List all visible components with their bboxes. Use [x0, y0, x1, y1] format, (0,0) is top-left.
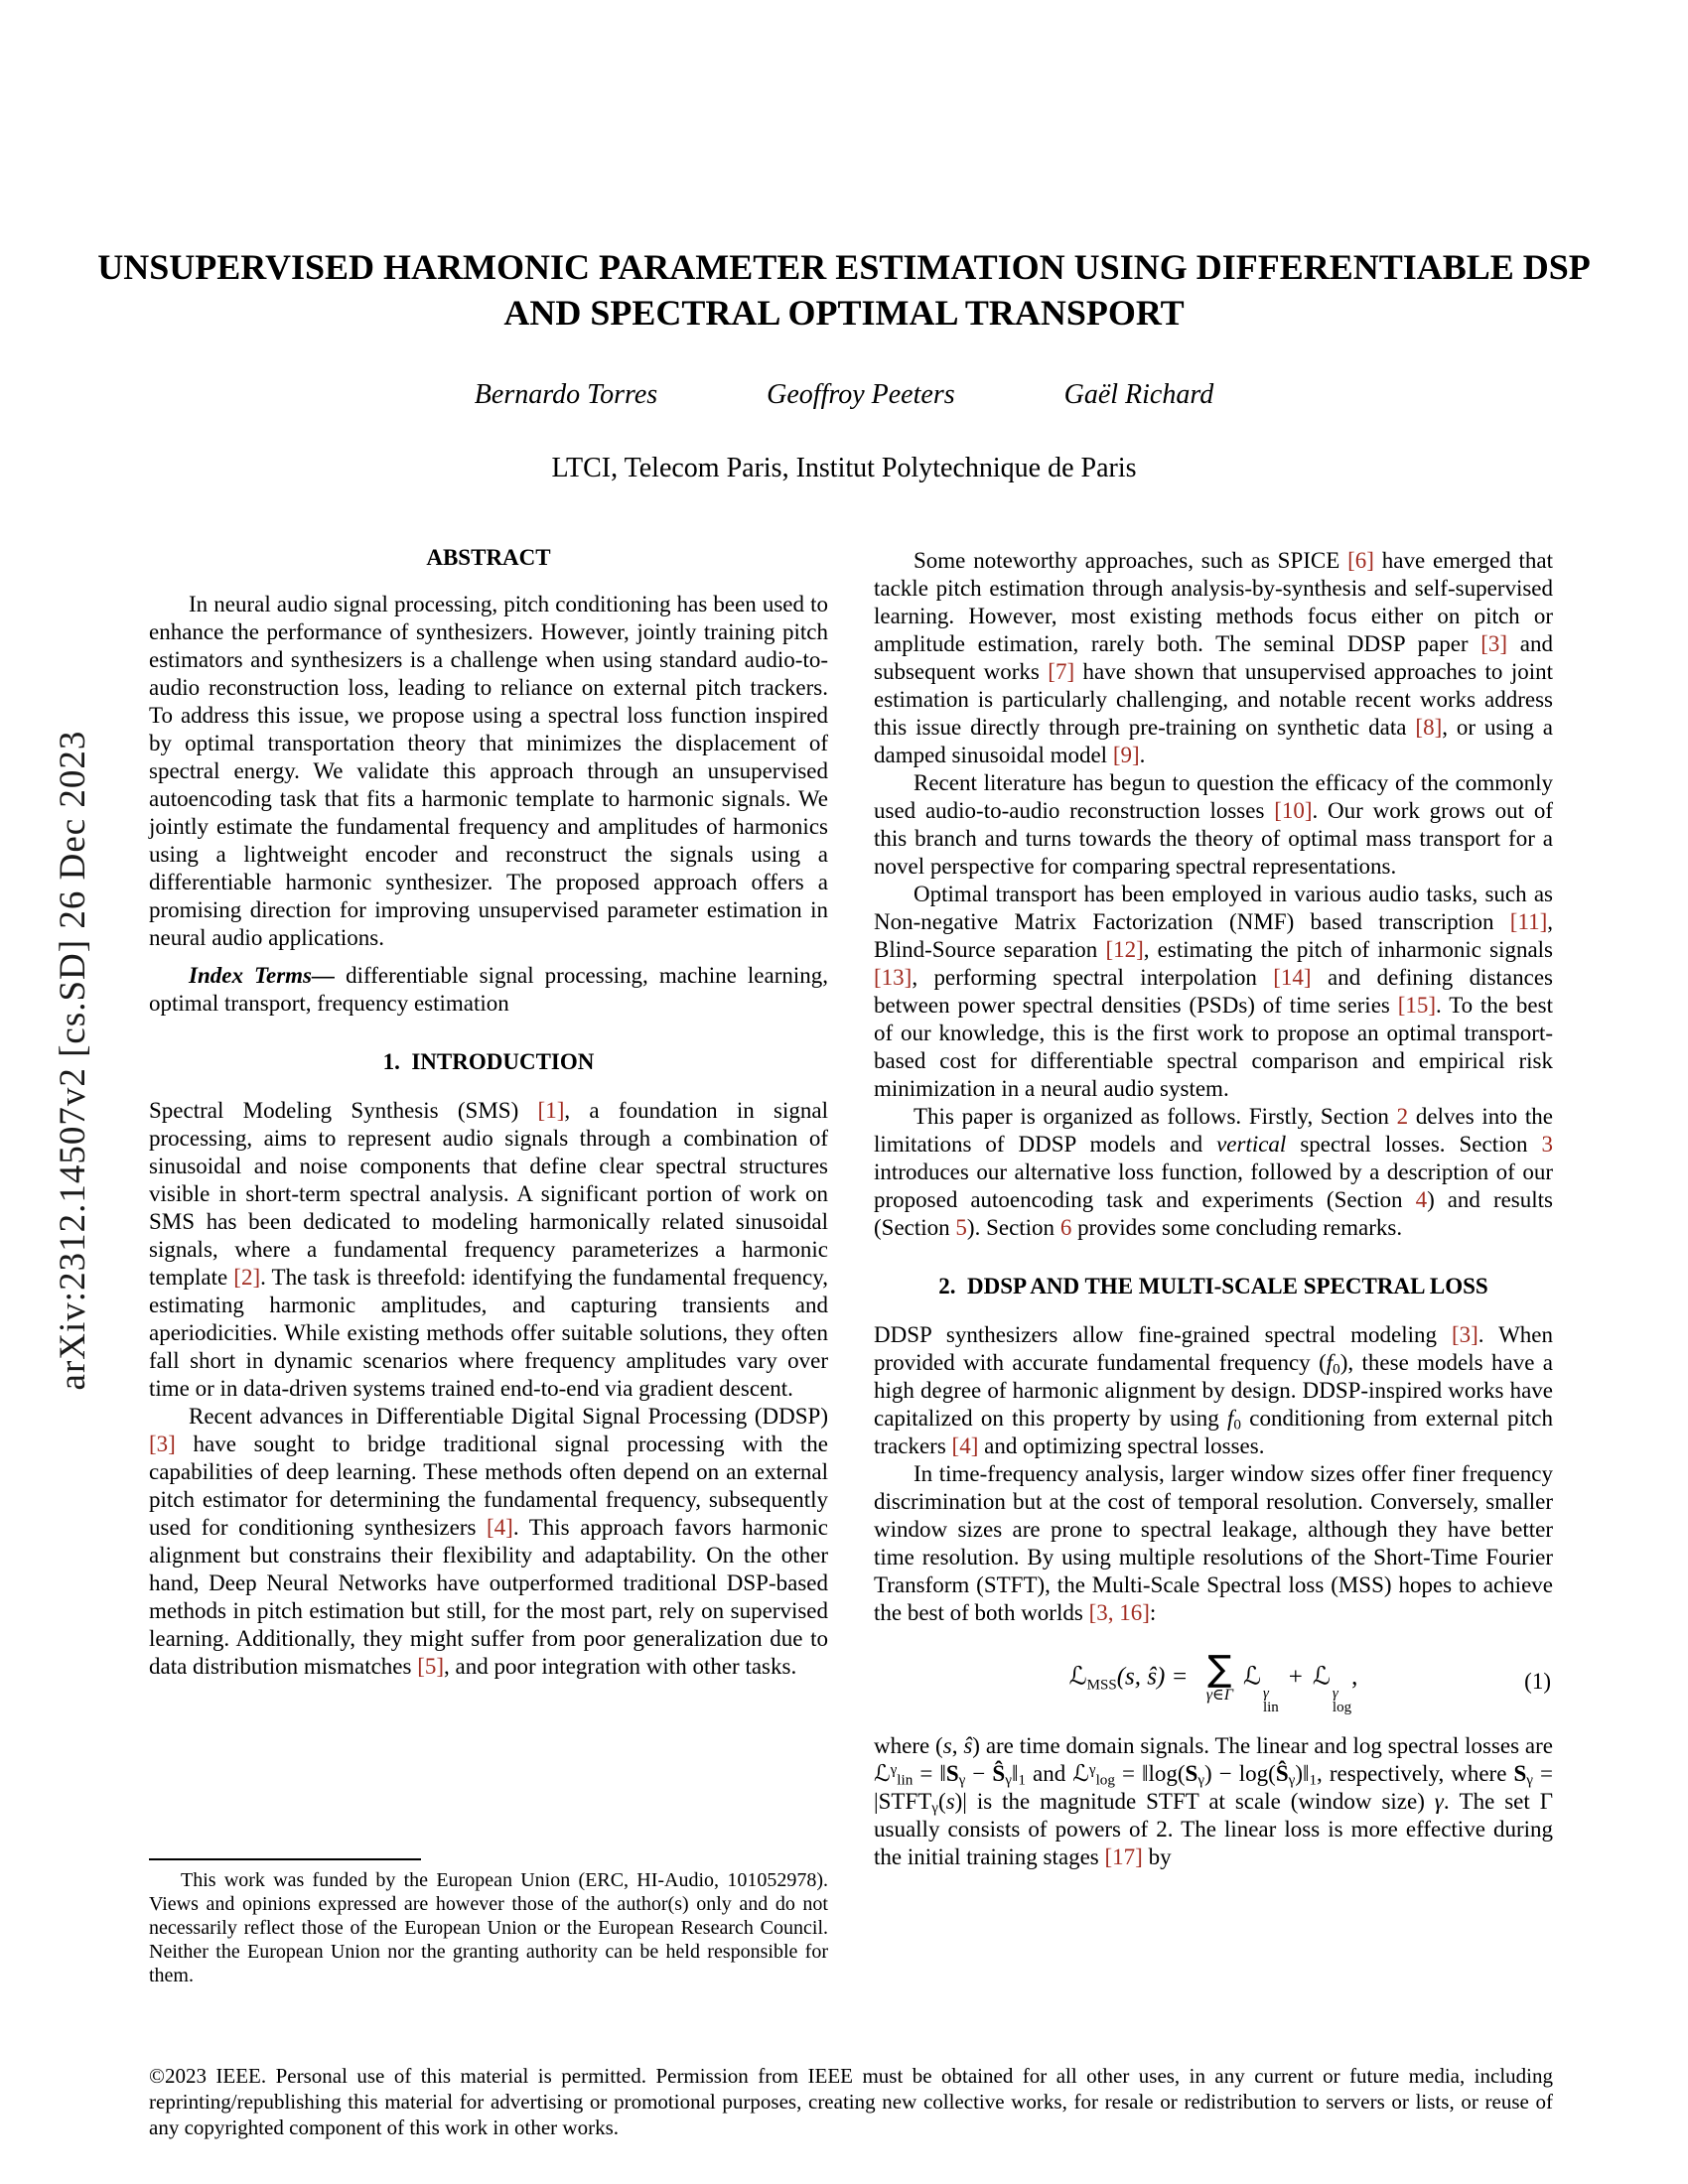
- paper-header: [0, 0, 1688, 484]
- arxiv-stamp: arXiv:2312.14507v2 [cs.SD] 26 Dec 2023: [53, 730, 93, 1391]
- loss-symbol: ℒ: [1068, 1661, 1087, 1691]
- intro-paragraph-1: Spectral Modeling Synthesis (SMS) [1], a foundation in signal processing, aims to represent audio signals through a combination of sinusoidal and noise components that define clear spectral structures visible in short-term spectral analysis. A significant portion of work on SMS has been dedicated to modeling harmonically related sinusoidal signals, where a fundamental frequency parameterizes a harmonic template [2]. The task is threefold: identifying the fundamental frequency, estimating harmonic amplitudes, and capturing transients and aperiodicities. While existing methods offer suitable solutions, they often fall short in dynamic scenarios where frequency amplitudes vary over time or in data-driven systems trained end-to-end via gradient descent.: [149, 1098, 829, 1401]
- summation-symbol: ∑ γ∈Γ: [1205, 1648, 1233, 1704]
- citation-link[interactable]: [6]: [1347, 548, 1374, 573]
- copyright-notice: ©2023 IEEE. Personal use of this material is permitted. Permission from IEEE must be obtained for all other uses, in any current or future media, including reprinting/republishing this material for advertising or promotional purposes, creating new collective works, for resale or redistribution to servers or lists, or reuse of any copyrighted component of this work in other works.: [149, 2064, 1553, 2139]
- citation-link[interactable]: [10]: [1274, 798, 1313, 823]
- related-work-paragraph-3: Optimal transport has been employed in various audio tasks, such as Non-negative Matrix Factorization (NMF) based transcription [11], Blind-Source separation [12], estimating the pitch of inharmonic signals [13], performing spectral interpolation [14] and defining distances between power spectral densities (PSDs) of time series [15]. To the best of our knowledge, this is the first work to propose an optimal transport-based cost for differentiable spectral comparison and empirical risk minimization in a neural audio system.: [874, 882, 1554, 1101]
- citation-link[interactable]: 4: [1415, 1187, 1428, 1212]
- citation-link[interactable]: [4]: [487, 1515, 513, 1540]
- citation-link[interactable]: [5]: [417, 1654, 445, 1679]
- abstract-text: In neural audio signal processing, pitch conditioning has been used to enhance the performance of synthesizers. However, jointly training pitch estimators and synthesizers is a challenge when using standard audio-to-audio reconstruction loss, leading to reliance on external pitch trackers. To address this issue, we propose using a spectral loss function inspired by optimal transportation theory that minimizes the displacement of spectral energy. We validate this approach through an unsupervised autoencoding task that fits a harmonic template to harmonic signals. We jointly estimate the fundamental frequency and amplitudes of harmonics using a lightweight encoder and reconstruct the signals using a differentiable harmonic synthesizer. The proposed approach offers a promising direction for improving unsupervised parameter estimation in neural audio applications.: [149, 592, 828, 950]
- section-2-heading: 2. DDSP AND THE MULTI-SCALE SPECTRAL LOSS: [938, 1274, 1488, 1298]
- citation-link[interactable]: [15]: [1397, 993, 1437, 1018]
- right-column: [874, 541, 1553, 1871]
- authors-row: [0, 379, 1688, 411]
- citation-link[interactable]: [3]: [149, 1432, 176, 1456]
- index-terms: Index Terms— differentiable signal processing, machine learning, optimal transport, frequency estimation: [149, 963, 829, 1016]
- related-work-paragraph-1: Some noteworthy approaches, such as SPICE [6] have emerged that tackle pitch estimation through analysis-by-synthesis and self-supervised learning. However, most existing methods focus either on pitch or amplitude estimation, rarely both. The seminal DDSP paper [3] and subsequent works [7] have shown that unsupervised approaches to joint estimation is particularly challenging, and notable recent works address this issue directly through pre-training on synthetic data [8], or using a damped sinusoidal model [9].: [874, 548, 1554, 767]
- author-name: Bernardo Torres: [474, 379, 658, 410]
- citation-link[interactable]: 3: [1541, 1132, 1553, 1157]
- citation-link[interactable]: [8]: [1415, 715, 1443, 740]
- citation-link[interactable]: [3, 16]: [1088, 1600, 1150, 1625]
- paper-title-line1: UNSUPERVISED HARMONIC PARAMETER ESTIMATION USING DIFFERENTIABLE DSP: [97, 247, 1591, 287]
- section-1-heading: 1. INTRODUCTION: [382, 1049, 595, 1074]
- citation-link[interactable]: [1]: [537, 1098, 565, 1123]
- author-name: Gaël Richard: [1063, 379, 1214, 410]
- citation-link[interactable]: 6: [1059, 1215, 1072, 1240]
- citation-link[interactable]: [7]: [1048, 659, 1075, 684]
- citation-link[interactable]: [17]: [1104, 1844, 1143, 1869]
- citation-link[interactable]: 2: [1396, 1104, 1409, 1129]
- citation-link[interactable]: [3]: [1451, 1322, 1478, 1347]
- citation-link[interactable]: [12]: [1105, 937, 1144, 962]
- ddsp-paragraph-2: In time-frequency analysis, larger window sizes offer finer frequency discrimination but at the cost of temporal resolution. Conversely, smaller window sizes are prone to spectral leakage, although they have better time resolution. By using multiple resolutions of the Short-Time Fourier Transform (STFT), the Multi-Scale Spectral loss (MSS) hopes to achieve the best of both worlds [3, 16]:: [874, 1461, 1553, 1625]
- citation-link[interactable]: [9]: [1112, 743, 1140, 767]
- author-name: Geoffroy Peeters: [767, 379, 955, 410]
- loss-symbol: ℒ: [1312, 1661, 1331, 1691]
- paper-organization-paragraph: This paper is organized as follows. Firstly, Section 2 delves into the limitations of DDSP models and vertical spectral losses. Section 3 introduces our alternative loss function, followed by a description of our proposed autoencoding task and experiments (Section 4) and results (Section 5). Section 6 provides some concluding remarks.: [874, 1104, 1553, 1240]
- left-column: [149, 541, 828, 1871]
- related-work-paragraph-2: Recent literature has begun to question the efficacy of the commonly used audio-to-audio reconstruction losses [10]. Our work grows out of this branch and turns towards the theory of optimal mass transport for a novel perspective for comparing spectral representations.: [874, 770, 1553, 879]
- citation-link[interactable]: 5: [955, 1215, 967, 1240]
- paper-title-line2: AND SPECTRAL OPTIMAL TRANSPORT: [503, 293, 1185, 333]
- citation-link[interactable]: [13]: [874, 965, 913, 990]
- affiliation: LTCI, Telecom Paris, Institut Polytechnique de Paris: [551, 453, 1137, 483]
- loss-symbol: ℒ: [1242, 1661, 1261, 1691]
- ddsp-paragraph-1: DDSP synthesizers allow fine-grained spectral modeling [3]. When provided with accurate fundamental frequency $(f_0)$, these models have a high degree of harmonic alignment by design. DDSP-inspired works have capitalized on this property by using $f_0$ conditioning from external pitch trackers [4] and optimizing spectral losses.: [874, 1322, 1554, 1458]
- funding-footnote-text: This work was funded by the European Union (ERC, HI-Audio, 101052978). Views and opinions expressed are however those of the author(s) only and do not necessarily reflect those of the European Union or the European Research Council. Neither the European Union nor the granting authority can be held responsible for them.: [149, 1869, 828, 1986]
- citation-link[interactable]: [11]: [1509, 909, 1548, 934]
- two-column-body: [149, 541, 1553, 1871]
- equation-body: ℒ$_{MSS}$(s, ŝ) = ∑ γ∈Γ ℒ γ lin + ℒ γ log ,: [1068, 1648, 1358, 1715]
- citation-link[interactable]: [14]: [1273, 965, 1312, 990]
- abstract-heading: ABSTRACT: [426, 545, 551, 570]
- citation-link[interactable]: [3]: [1480, 631, 1508, 656]
- mss-definition-paragraph: where (s, ŝ) are time domain signals. The linear and log spectral losses are ℒ$^\gamma_{lin}$ = $‖S_\gamma$ − $Ŝ_\gamma‖_1$ and ℒ$^\gamma_{log}$ = $‖\log(S_\gamma)$ − $\log(Ŝ_\gamma)‖_1$, respectively, where $S_\gamma$ = $|STFT_\gamma(s)|$ is the magnitude STFT at scale (window size) γ. The set Γ usually consists of powers of 2. The linear loss is more effective during the initial training stages [17] by: [874, 1733, 1554, 1869]
- funding-footnote: [149, 1858, 828, 1987]
- citation-link[interactable]: [2]: [233, 1265, 261, 1290]
- intro-paragraph-2: Recent advances in Differentiable Digital Signal Processing (DDSP) [3] have sought to bridge traditional signal processing with the capabilities of deep learning. These methods often depend on an external pitch estimator for determining the fundamental frequency, subsequently used for conditioning synthesizers [4]. This approach favors harmonic alignment but constrains their flexibility and adaptability. On the other hand, Deep Neural Networks have outperformed traditional DSP-based methods in pitch estimation but still, for the most part, rely on supervised learning. Additionally, they might suffer from poor generalization due to data distribution mismatches [5], and poor integration with other tasks.: [149, 1404, 828, 1679]
- equation-number: (1): [1524, 1669, 1551, 1694]
- equation-1: [874, 1649, 1553, 1714]
- paper-title: [0, 244, 1688, 336]
- citation-link[interactable]: [4]: [951, 1433, 979, 1458]
- footnote-rule: [149, 1858, 421, 1860]
